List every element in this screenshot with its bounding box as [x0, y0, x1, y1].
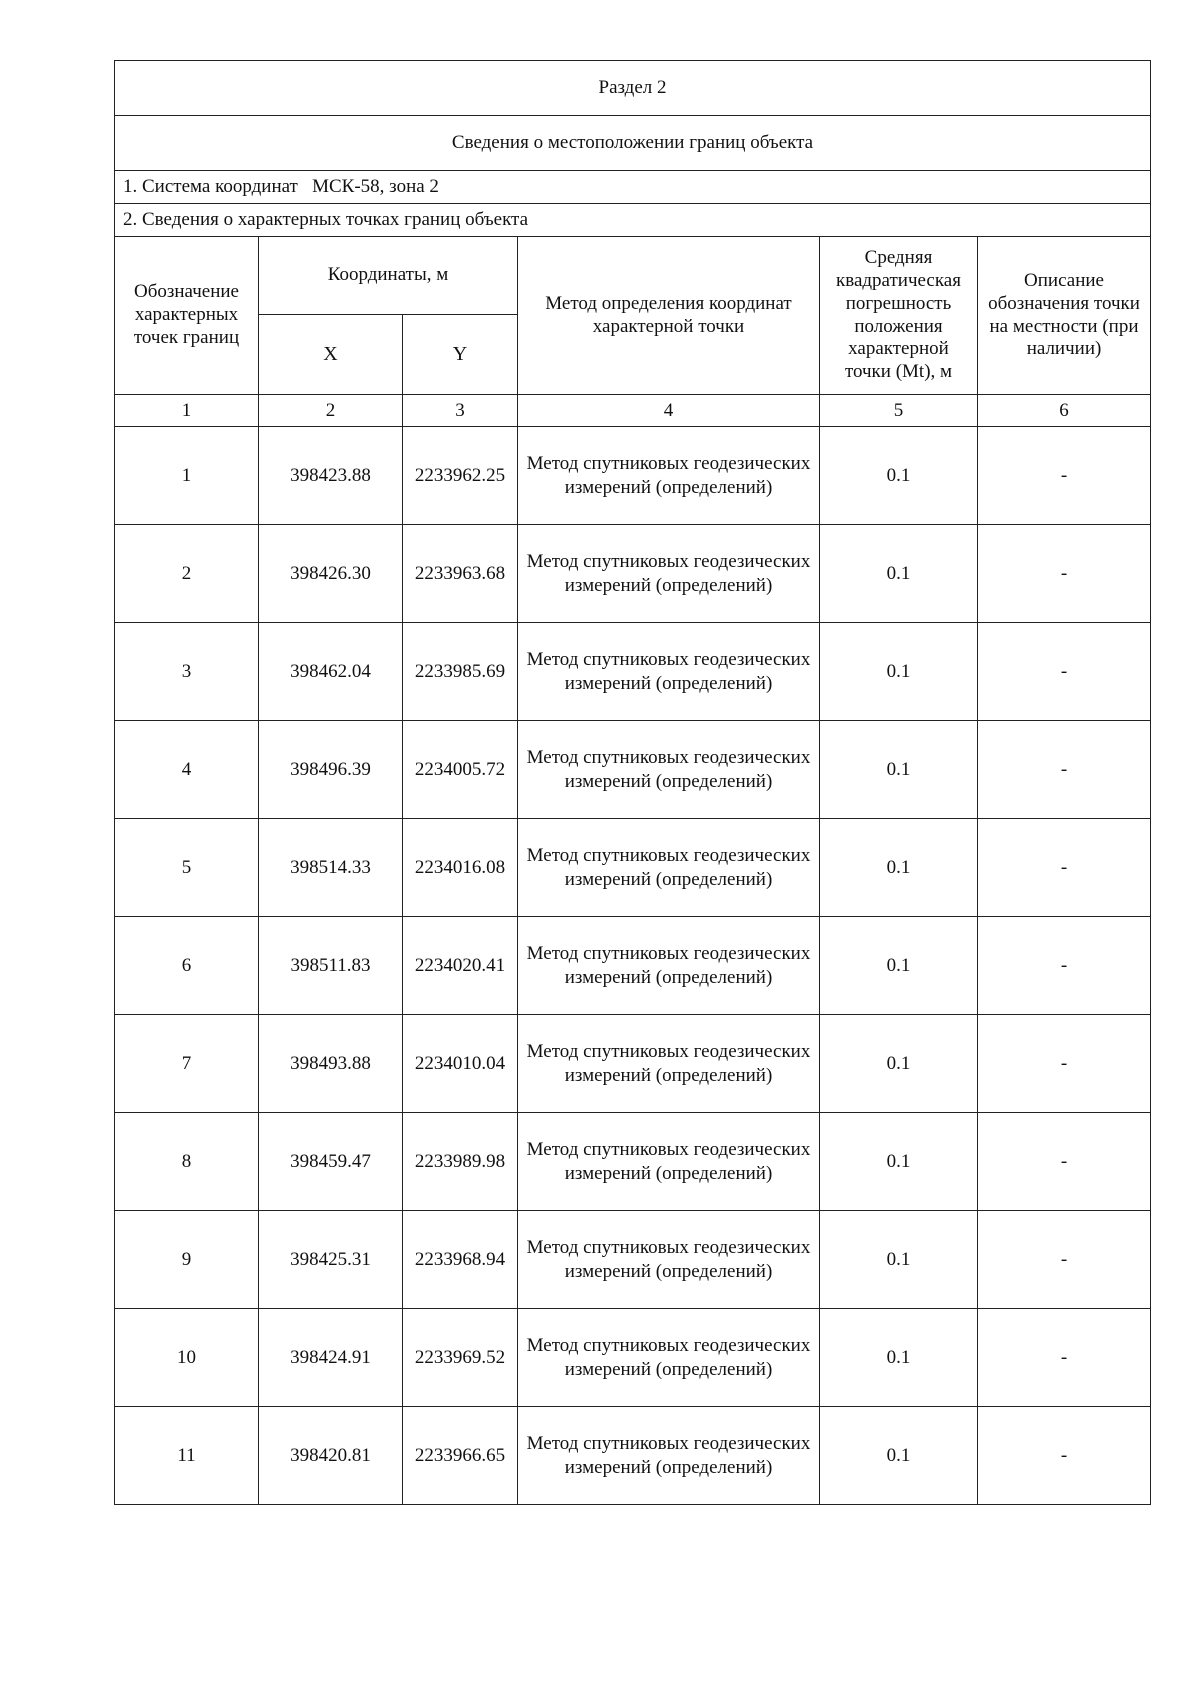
- point-id-cell: 10: [115, 1309, 259, 1407]
- header-y: Y: [403, 315, 518, 395]
- mt-error-cell: 0.1: [820, 721, 978, 819]
- header-description: Описание обозначения точки на местности (при наличии): [978, 237, 1151, 395]
- table-row: [115, 525, 1151, 623]
- method-cell: Метод спутниковых геодезических измерений (определений): [518, 819, 820, 917]
- table-row: [115, 1015, 1151, 1113]
- column-number: 4: [518, 395, 820, 427]
- coord-system-value: МСК-58, зона 2: [312, 176, 439, 198]
- coord-system-label: 1. Система координат: [123, 176, 298, 198]
- point-id-cell: 1: [115, 427, 259, 525]
- method-cell: Метод спутниковых геодезических измерений (определений): [518, 1211, 820, 1309]
- point-id-cell: 4: [115, 721, 259, 819]
- y-coordinate-cell: 2234010.04: [403, 1015, 518, 1113]
- header-designation: Обозначение характерных точек границ: [115, 237, 259, 395]
- table-row: [115, 917, 1151, 1015]
- mt-error-cell: 0.1: [820, 1113, 978, 1211]
- table-row: [115, 1211, 1151, 1309]
- section-subtitle-row: [115, 116, 1151, 171]
- mt-error-cell: 0.1: [820, 1309, 978, 1407]
- description-cell: -: [978, 525, 1151, 623]
- table-row: [115, 819, 1151, 917]
- point-id-cell: 8: [115, 1113, 259, 1211]
- method-cell: Метод спутниковых геодезических измерений (определений): [518, 721, 820, 819]
- table-row: [115, 1407, 1151, 1505]
- column-number: 3: [403, 395, 518, 427]
- coord-system-cell: [115, 171, 1151, 204]
- x-coordinate-cell: 398424.91: [259, 1309, 403, 1407]
- method-cell: Метод спутниковых геодезических измерений (определений): [518, 1309, 820, 1407]
- point-id-cell: 9: [115, 1211, 259, 1309]
- column-numbers-row: [115, 395, 1151, 427]
- x-coordinate-cell: 398462.04: [259, 623, 403, 721]
- description-cell: -: [978, 1309, 1151, 1407]
- x-coordinate-cell: 398420.81: [259, 1407, 403, 1505]
- point-id-cell: 3: [115, 623, 259, 721]
- header-error: Средняя квадратическая погрешность положения характерной точки (Mt), м: [820, 237, 978, 395]
- section-title-row: [115, 61, 1151, 116]
- table-body: [115, 61, 1151, 1505]
- x-coordinate-cell: 398426.30: [259, 525, 403, 623]
- description-cell: -: [978, 1211, 1151, 1309]
- points-caption-row: [115, 204, 1151, 237]
- description-cell: -: [978, 917, 1151, 1015]
- method-cell: Метод спутниковых геодезических измерений (определений): [518, 917, 820, 1015]
- y-coordinate-cell: 2233989.98: [403, 1113, 518, 1211]
- x-coordinate-cell: 398511.83: [259, 917, 403, 1015]
- table-row: [115, 1113, 1151, 1211]
- column-number: 6: [978, 395, 1151, 427]
- x-coordinate-cell: 398514.33: [259, 819, 403, 917]
- x-coordinate-cell: 398425.31: [259, 1211, 403, 1309]
- header-method: Метод определения координат характерной точки: [518, 237, 820, 395]
- section-subtitle: Сведения о местоположении границ объекта: [115, 116, 1151, 171]
- y-coordinate-cell: 2233966.65: [403, 1407, 518, 1505]
- header-row-1: [115, 237, 1151, 315]
- table-row: [115, 721, 1151, 819]
- point-id-cell: 11: [115, 1407, 259, 1505]
- method-cell: Метод спутниковых геодезических измерений (определений): [518, 1015, 820, 1113]
- y-coordinate-cell: 2233968.94: [403, 1211, 518, 1309]
- y-coordinate-cell: 2233963.68: [403, 525, 518, 623]
- point-id-cell: 7: [115, 1015, 259, 1113]
- y-coordinate-cell: 2233985.69: [403, 623, 518, 721]
- x-coordinate-cell: 398423.88: [259, 427, 403, 525]
- section-title: Раздел 2: [115, 61, 1151, 116]
- mt-error-cell: 0.1: [820, 917, 978, 1015]
- description-cell: -: [978, 1113, 1151, 1211]
- column-number: 2: [259, 395, 403, 427]
- description-cell: -: [978, 1407, 1151, 1505]
- method-cell: Метод спутниковых геодезических измерений (определений): [518, 525, 820, 623]
- method-cell: Метод спутниковых геодезических измерений (определений): [518, 623, 820, 721]
- point-id-cell: 2: [115, 525, 259, 623]
- x-coordinate-cell: 398459.47: [259, 1113, 403, 1211]
- table-row: [115, 1309, 1151, 1407]
- x-coordinate-cell: 398496.39: [259, 721, 403, 819]
- y-coordinate-cell: 2234020.41: [403, 917, 518, 1015]
- mt-error-cell: 0.1: [820, 623, 978, 721]
- method-cell: Метод спутниковых геодезических измерений (определений): [518, 1407, 820, 1505]
- points-caption: 2. Сведения о характерных точках границ объекта: [115, 204, 1151, 237]
- column-number: 5: [820, 395, 978, 427]
- boundary-points-table: [114, 60, 1151, 1505]
- description-cell: -: [978, 623, 1151, 721]
- table-row: [115, 427, 1151, 525]
- y-coordinate-cell: 2234016.08: [403, 819, 518, 917]
- y-coordinate-cell: 2234005.72: [403, 721, 518, 819]
- point-id-cell: 5: [115, 819, 259, 917]
- mt-error-cell: 0.1: [820, 525, 978, 623]
- mt-error-cell: 0.1: [820, 1407, 978, 1505]
- description-cell: -: [978, 819, 1151, 917]
- y-coordinate-cell: 2233962.25: [403, 427, 518, 525]
- mt-error-cell: 0.1: [820, 1015, 978, 1113]
- coord-system-row: [115, 171, 1151, 204]
- header-x: X: [259, 315, 403, 395]
- description-cell: -: [978, 1015, 1151, 1113]
- mt-error-cell: 0.1: [820, 819, 978, 917]
- method-cell: Метод спутниковых геодезических измерений (определений): [518, 427, 820, 525]
- description-cell: -: [978, 427, 1151, 525]
- point-id-cell: 6: [115, 917, 259, 1015]
- x-coordinate-cell: 398493.88: [259, 1015, 403, 1113]
- table-row: [115, 623, 1151, 721]
- mt-error-cell: 0.1: [820, 1211, 978, 1309]
- mt-error-cell: 0.1: [820, 427, 978, 525]
- header-coordinates: Координаты, м: [259, 237, 518, 315]
- column-number: 1: [115, 395, 259, 427]
- description-cell: -: [978, 721, 1151, 819]
- y-coordinate-cell: 2233969.52: [403, 1309, 518, 1407]
- method-cell: Метод спутниковых геодезических измерений (определений): [518, 1113, 820, 1211]
